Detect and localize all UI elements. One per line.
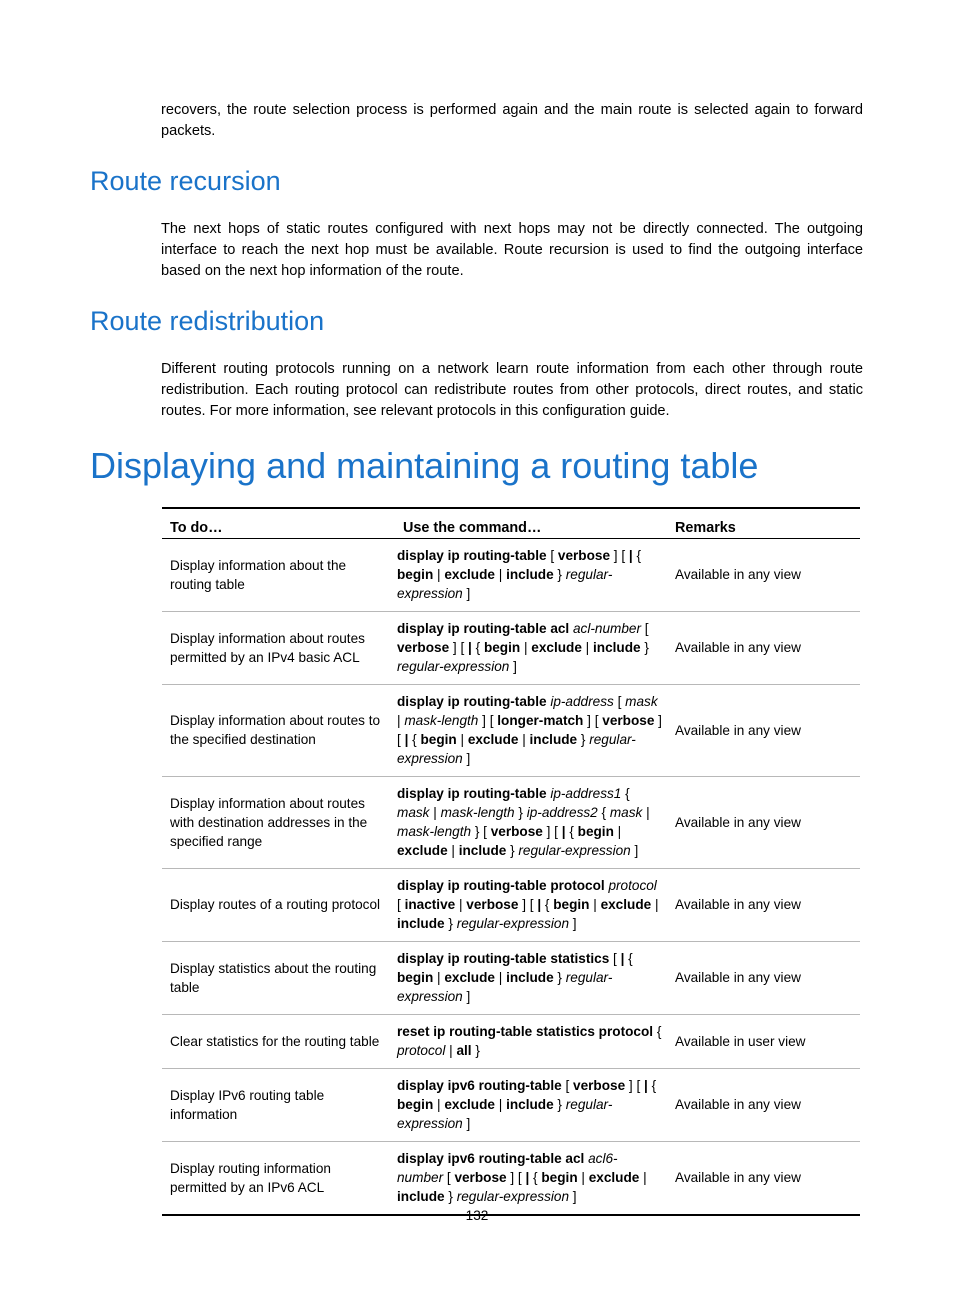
command-syntax: {	[529, 1170, 542, 1185]
command-argument: protocol	[397, 1043, 446, 1058]
command-cell	[395, 612, 667, 685]
command-syntax: ] [	[542, 824, 562, 839]
command-syntax: }	[444, 916, 457, 931]
command-keyword: longer-match	[497, 713, 584, 728]
table-row	[162, 1015, 860, 1069]
task-cell: Display routes of a routing protocol	[162, 869, 395, 942]
command-syntax: {	[565, 824, 578, 839]
section-body-route-recursion: The next hops of static routes configured with next hops may not be directly connected. The outgoing interface to reach the next hop must be available. Route recursion is used to find the outgoing interface based on the next hop information of the route.	[161, 221, 863, 279]
command-cell	[395, 777, 667, 869]
command-keyword: |	[537, 897, 542, 912]
command-syntax: |	[445, 1043, 457, 1058]
command-syntax: [	[609, 951, 621, 966]
command-keyword: include	[397, 916, 445, 931]
command-keyword: all	[456, 1043, 472, 1058]
command-syntax: ] [	[610, 548, 629, 563]
command-argument: mask	[397, 805, 430, 820]
command-syntax: |	[494, 567, 507, 582]
command-argument: regular-expression	[397, 567, 613, 601]
command-syntax: |	[577, 1170, 589, 1185]
command-syntax: } [	[471, 824, 491, 839]
table-row	[162, 1142, 860, 1216]
command-syntax: }	[444, 1189, 457, 1204]
command-syntax: ] [	[397, 713, 662, 747]
command-keyword: |	[620, 951, 625, 966]
command-syntax: |	[447, 843, 459, 858]
task-cell: Display information about routes with destination addresses in the specified range	[162, 777, 395, 869]
command-keyword: include	[506, 1097, 554, 1112]
command-syntax: [	[443, 1170, 455, 1185]
command-keyword: display ipv6 routing-table acl	[397, 1151, 585, 1166]
command-syntax: |	[642, 805, 650, 820]
command-keyword: exclude	[444, 567, 495, 582]
chapter-title: Displaying and maintaining a routing table	[90, 445, 759, 486]
command-syntax: {	[471, 640, 484, 655]
command-syntax: |	[397, 713, 405, 728]
table-row	[162, 612, 860, 685]
command-syntax: ]	[569, 1189, 577, 1204]
command-keyword: display ip routing-table	[397, 694, 547, 709]
command-argument: mask-length	[397, 824, 472, 839]
command-keyword: verbose	[490, 824, 543, 839]
command-keyword: |	[628, 548, 633, 563]
remarks-cell: Available in any view	[667, 777, 860, 869]
command-argument: regular-expression	[456, 1189, 570, 1204]
command-syntax: ]	[462, 1116, 471, 1131]
remarks-cell: Available in any view	[667, 539, 860, 612]
command-keyword: verbose	[557, 548, 611, 563]
command-syntax: ]	[509, 659, 517, 674]
command-syntax: |	[651, 897, 659, 912]
command-argument: acl-number	[573, 621, 641, 636]
command-syntax: ]	[462, 586, 471, 601]
command-keyword: |	[404, 732, 409, 747]
command-syntax: ]	[462, 989, 471, 1004]
command-syntax: [	[546, 548, 558, 563]
remarks-cell: Available in any view	[667, 1069, 860, 1142]
command-syntax: ]	[583, 713, 591, 728]
command-keyword: verbose	[602, 713, 655, 728]
command-syntax: {	[597, 805, 610, 820]
command-syntax: {	[541, 897, 554, 912]
command-keyword: verbose	[573, 1078, 626, 1093]
command-syntax: |	[613, 824, 622, 839]
command-cell	[395, 869, 667, 942]
command-syntax: {	[653, 1024, 662, 1039]
command-keyword: include	[397, 1189, 445, 1204]
section-heading-route-redistribution: Route redistribution	[90, 306, 325, 336]
command-keyword: begin	[577, 824, 614, 839]
header-remarks: Remarks	[667, 508, 860, 539]
command-syntax: }	[471, 1043, 480, 1058]
command-cell	[395, 685, 667, 777]
remarks-cell: Available in any view	[667, 685, 860, 777]
command-syntax: ] [	[625, 1078, 645, 1093]
command-syntax: ]	[462, 751, 471, 766]
command-syntax: [	[561, 1078, 574, 1093]
command-cell	[395, 1069, 667, 1142]
command-keyword: begin	[397, 1097, 434, 1112]
command-syntax: ] [	[518, 897, 538, 912]
command-argument: mask-length	[404, 713, 479, 728]
command-keyword: exclude	[444, 1097, 495, 1112]
command-keyword: include	[458, 843, 507, 858]
table-row	[162, 685, 860, 777]
remarks-cell: Available in user view	[667, 1015, 860, 1069]
command-syntax: |	[494, 970, 507, 985]
command-cell	[395, 1015, 667, 1069]
remarks-cell: Available in any view	[667, 869, 860, 942]
table-row	[162, 942, 860, 1015]
command-syntax: ] [	[449, 640, 469, 655]
table-row	[162, 539, 860, 612]
command-argument: ip-address1	[550, 786, 622, 801]
command-argument: mask	[625, 694, 658, 709]
command-keyword: display ip routing-table statistics	[397, 951, 610, 966]
task-cell: Display information about routes to the specified destination	[162, 685, 395, 777]
command-syntax: {	[647, 1078, 657, 1093]
command-syntax: {	[408, 732, 421, 747]
command-syntax: |	[581, 640, 593, 655]
command-syntax: |	[433, 1097, 445, 1112]
command-keyword: exclude	[444, 970, 495, 985]
command-syntax: |	[456, 732, 468, 747]
section-body-route-redistribution: Different routing protocols running on a network learn route information from each other through route redistribution. Each routing protocol can redistribute routes from other protocols, direct routes, and static routes. For more information, see relevant protocols in this configuration guide.	[161, 361, 863, 419]
command-keyword: display ip routing-table	[397, 548, 547, 563]
command-syntax: }	[553, 567, 566, 582]
command-argument: regular-expression	[397, 970, 613, 1004]
table-row	[162, 777, 860, 869]
command-syntax: {	[632, 548, 642, 563]
task-cell: Clear statistics for the routing table	[162, 1015, 395, 1069]
command-cell	[395, 1142, 667, 1216]
remarks-cell: Available in any view	[675, 1170, 801, 1185]
command-cell	[395, 942, 667, 1015]
command-syntax: [	[641, 621, 649, 636]
command-syntax: }	[506, 843, 519, 858]
command-keyword: exclude	[600, 897, 652, 912]
command-keyword: verbose	[466, 897, 519, 912]
command-syntax: |	[639, 1170, 647, 1185]
command-argument: acl6-number	[397, 1151, 618, 1185]
command-syntax: [	[590, 713, 603, 728]
command-cell	[395, 539, 667, 612]
command-syntax: [	[613, 694, 626, 709]
command-syntax: |	[429, 805, 441, 820]
command-keyword: display ip routing-table protocol	[397, 878, 605, 893]
command-keyword: begin	[397, 567, 434, 582]
command-argument: ip-address2	[526, 805, 598, 820]
command-keyword: |	[468, 640, 472, 655]
command-argument: ip-address	[550, 694, 614, 709]
command-syntax: [	[397, 897, 405, 912]
command-keyword: include	[529, 732, 578, 747]
table-row	[162, 1069, 860, 1142]
command-syntax: ] [	[478, 713, 498, 728]
command-keyword: begin	[541, 1170, 578, 1185]
header-command: Use the command…	[395, 508, 667, 539]
command-syntax: ]	[569, 916, 577, 931]
command-keyword: display ip routing-table acl	[397, 621, 570, 636]
command-syntax: }	[553, 1097, 566, 1112]
command-syntax: }	[577, 732, 590, 747]
command-syntax: {	[624, 951, 633, 966]
remarks-cell: Available in any view	[667, 942, 860, 1015]
command-argument: mask	[609, 805, 643, 820]
intro-paragraph: recovers, the route selection process is performed again and the main route is selected again to forward packets.	[161, 102, 863, 139]
command-keyword: exclude	[467, 732, 519, 747]
command-keyword: display ip routing-table	[397, 786, 547, 801]
command-syntax: |	[494, 1097, 507, 1112]
command-syntax: ] [	[506, 1170, 526, 1185]
command-keyword: include	[593, 640, 641, 655]
task-cell: Display information about routes permitted by an IPv4 basic ACL	[162, 612, 395, 685]
command-syntax: |	[518, 732, 530, 747]
command-syntax: |	[589, 897, 601, 912]
header-task: To do…	[162, 508, 395, 539]
command-keyword: begin	[483, 640, 521, 655]
command-argument: protocol	[608, 878, 657, 893]
command-argument: regular-expression	[456, 916, 570, 931]
table-row	[162, 869, 860, 942]
command-syntax: |	[433, 567, 445, 582]
command-keyword: exclude	[397, 843, 448, 858]
command-keyword: |	[561, 824, 566, 839]
command-keyword: exclude	[588, 1170, 640, 1185]
command-keyword: include	[506, 970, 554, 985]
command-syntax: |	[455, 897, 467, 912]
command-keyword: include	[506, 567, 554, 582]
command-keyword: begin	[397, 970, 434, 985]
command-argument: mask-length	[440, 805, 515, 820]
command-argument: regular-expression	[518, 843, 631, 858]
table-body	[162, 539, 860, 1216]
task-cell: Display routing information permitted by an IPv6 ACL	[170, 1160, 331, 1195]
command-argument: regular-expression	[397, 732, 636, 766]
page-number: 132	[465, 1208, 489, 1223]
task-cell: Display IPv6 routing table information	[162, 1069, 395, 1142]
command-keyword: reset ip routing-table statistics protocol	[397, 1024, 654, 1039]
command-keyword: verbose	[397, 640, 450, 655]
command-keyword: |	[644, 1078, 648, 1093]
command-syntax: |	[520, 640, 532, 655]
command-keyword: begin	[553, 897, 590, 912]
section-heading-route-recursion: Route recursion	[90, 166, 281, 196]
command-keyword: begin	[420, 732, 457, 747]
remarks-cell: Available in any view	[667, 612, 860, 685]
command-syntax: {	[621, 786, 630, 801]
task-cell: Display statistics about the routing table	[162, 942, 395, 1015]
command-keyword: verbose	[454, 1170, 507, 1185]
command-keyword: inactive	[404, 897, 456, 912]
command-syntax: |	[433, 970, 445, 985]
command-syntax: ]	[630, 843, 639, 858]
command-keyword: |	[525, 1170, 530, 1185]
command-syntax: }	[553, 970, 566, 985]
task-cell: Display information about the routing table	[162, 539, 395, 612]
command-table	[162, 507, 860, 1216]
command-argument: regular-expression	[397, 1097, 613, 1131]
table-header-row	[162, 508, 860, 539]
command-argument: regular-expression	[397, 659, 510, 674]
command-syntax: }	[640, 640, 649, 655]
command-keyword: display ipv6 routing-table	[397, 1078, 562, 1093]
command-keyword: exclude	[531, 640, 582, 655]
command-syntax: }	[514, 805, 527, 820]
